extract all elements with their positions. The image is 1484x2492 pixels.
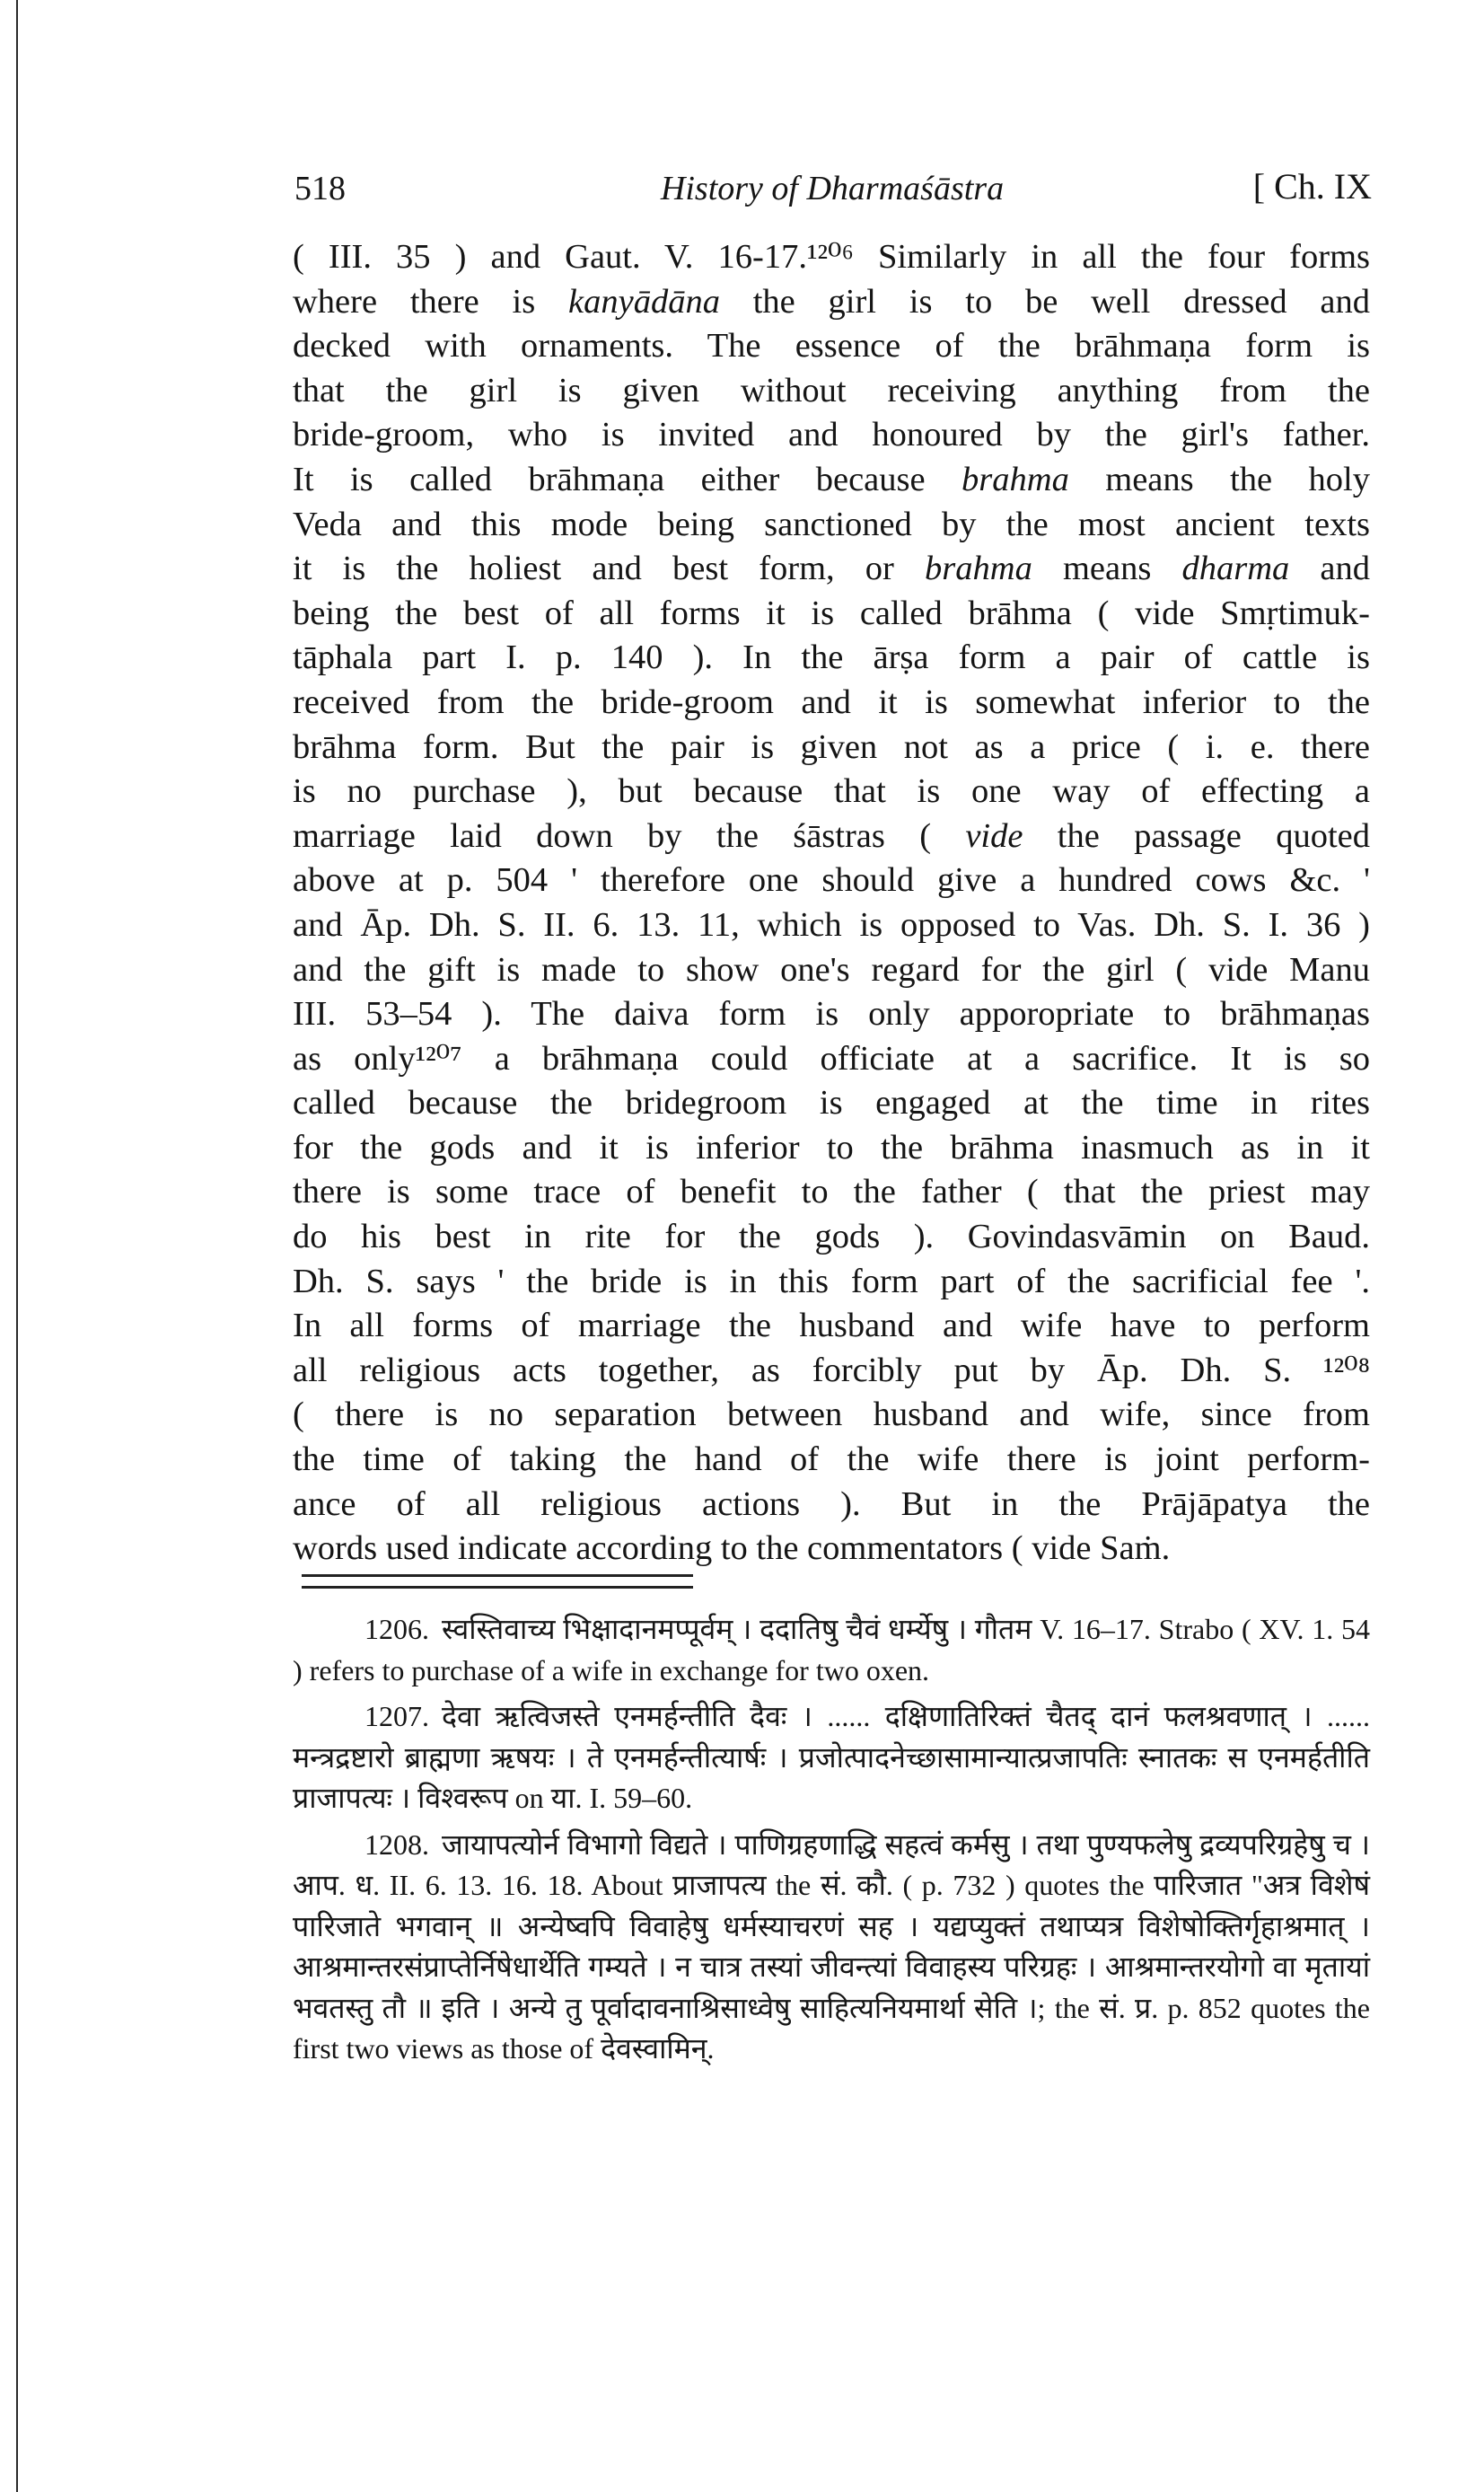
text-line: Veda and this mode being sanctioned by the most ancient texts [293,505,1370,543]
text-line: where there is kanyādāna the girl is to be well dressed and [293,282,1370,321]
text-line: received from the bride-groom and it is somewhat inferior to the [293,682,1370,721]
text-line: it is the holiest and best form, or brahma means dharma and [293,550,1370,588]
text-line: marriage laid down by the śāstras ( vide the passage quoted [293,816,1370,855]
text-line: and Āp. Dh. S. II. 6. 13. 11, which is opposed to Vas. Dh. S. I. 36 ) [293,905,1370,944]
footnote-number: 1207. [364,1700,429,1732]
text-line: called because the bridegroom is engaged at the time in rites [293,1084,1370,1123]
footnote-number: 1206. [364,1613,429,1645]
chapter-label: [ Ch. IX [1252,166,1372,207]
text-line: III. 53–54 ). The daiva form is only apporopriate to brāhmaṇas [293,995,1370,1034]
text-line: ( there is no separation between husband and wife, since from [293,1396,1370,1434]
footnote-text: जायापत्योर्न विभागो विद्यते । पाणिग्रहणाद्धि सहत्वं कर्मसु । तथा पुण्यफलेषु द्रव्यपरिग्रहेषु च । आप. ध. II. 6. 13. 16. 18. About प्राजापत्य the सं. कौ. ( p. 732 ) quotes the पारिजात "अत्र विशेषं पारिजाते भगवान् ॥ अन्येष्वपि विवाहेषु धर्मस्याचरणं सह । यद्यप्युक्तं तथाप्यत्र विशेषोक्तिर्गृहाश्रमात् । आश्रमान्तरसंप्राप्तेर्निषेधार्थेति गम्यते । न चात्र तस्यां जीवन्त्यां विवाहस्य परिग्रहः । आश्रमान्तरयोगो वा मृतायां भवतस्तु तौ ॥ इति । अन्ये तु पूर्वादावनाश्रिसाध्वेषु साहित्यनियमार्था सेति ।; the सं. प्र. p. 852 quotes the first two views as those of देवस्वामिन्. [293,1827,1370,2065]
text-line: decked with ornaments. The essence of the brāhmaṇa form is [293,327,1370,365]
text-line: as only¹²⁰⁷ a brāhmaṇa could officiate at a sacrifice. It is so [293,1039,1370,1078]
text-line: and the gift is made to show one's regard for the girl ( vide Manu [293,950,1370,989]
footnote-text: देवा ऋत्विजस्ते एनमर्हन्तीति दैवः । ...... दक्षिणातिरिक्तं चैतद् दानं फलश्रवणात् । ...... मन्त्रद्रष्टारो ब्राह्मणा ऋषयः । ते एनमर्हन्तीत्यार्षः । प्रजोत्पादनेच्छासामान्यात्प्रजापतिः स्नातकः स एनमर्हतीति प्राजापत्यः । विश्वरूप on या. I. 59–60. [293,1700,1370,1814]
text-line: Dh. S. says ' the bride is in this form part of the sacrificial fee '. [293,1262,1370,1300]
footnote-1207 [293,1696,1370,1819]
text-line: for the gods and it is inferior to the brāhma inasmuch as in it [293,1128,1370,1167]
footnote-1208 [293,1825,1370,2070]
text-line: is no purchase ), but because that is one way of effecting a [293,772,1370,811]
text-line: ( III. 35 ) and Gaut. V. 16-17.¹²⁰⁶ Similarly in all the four forms [293,238,1370,276]
text-line: In all forms of marriage the husband and wife have to perform [293,1307,1370,1345]
running-title: History of Dharmaśāstra [660,170,1005,207]
text-line: there is some trace of benefit to the father ( that the priest may [293,1173,1370,1211]
text-line: It is called brāhmaṇa either because brahma means the holy [293,460,1370,498]
text-line: all religious acts together, as forcibly put by Āp. Dh. S. ¹²⁰⁸ [293,1351,1370,1389]
text-line: being the best of all forms it is called brāhma ( vide Smṛtimuk- [293,594,1370,632]
text-line: bride-groom, who is invited and honoured by the girl's father. [293,416,1370,454]
page-number: 518 [294,170,346,207]
text-line: the time of taking the hand of the wife there is joint perform- [293,1440,1370,1479]
page-edge-rule [16,0,18,2492]
running-header [289,163,1375,214]
text-line: ance of all religious actions ). But in the Prājāpatya the [293,1484,1370,1523]
footnote-divider [302,1574,693,1589]
footnote-text: स्वस्तिवाच्य भिक्षादानमप्पूर्वम् । ददातिषु चैवं धर्म्येषु । गौतम V. 16–17. Strabo ( XV. 1. 54 ) refers to purchase of a wife in exchange for two oxen. [293,1613,1370,1686]
main-text [293,235,1370,1572]
text-line: tāphala part I. p. 140 ). In the ārṣa form a pair of cattle is [293,638,1370,677]
text-line: above at p. 504 ' therefore one should give a hundred cows &c. ' [293,861,1370,900]
footnote-number: 1208. [364,1827,429,1861]
text-line: do his best in rite for the gods ). Govindasvāmin on Baud. [293,1218,1370,1256]
text-line: words used indicate according to the commentators ( vide Saṁ. [293,1529,1171,1568]
footnote-1206 [293,1609,1370,1691]
text-line: that the girl is given without receiving anything from the [293,371,1370,409]
footnotes [293,1609,1370,2070]
text-line: brāhma form. But the pair is given not as a price ( i. e. there [293,727,1370,766]
